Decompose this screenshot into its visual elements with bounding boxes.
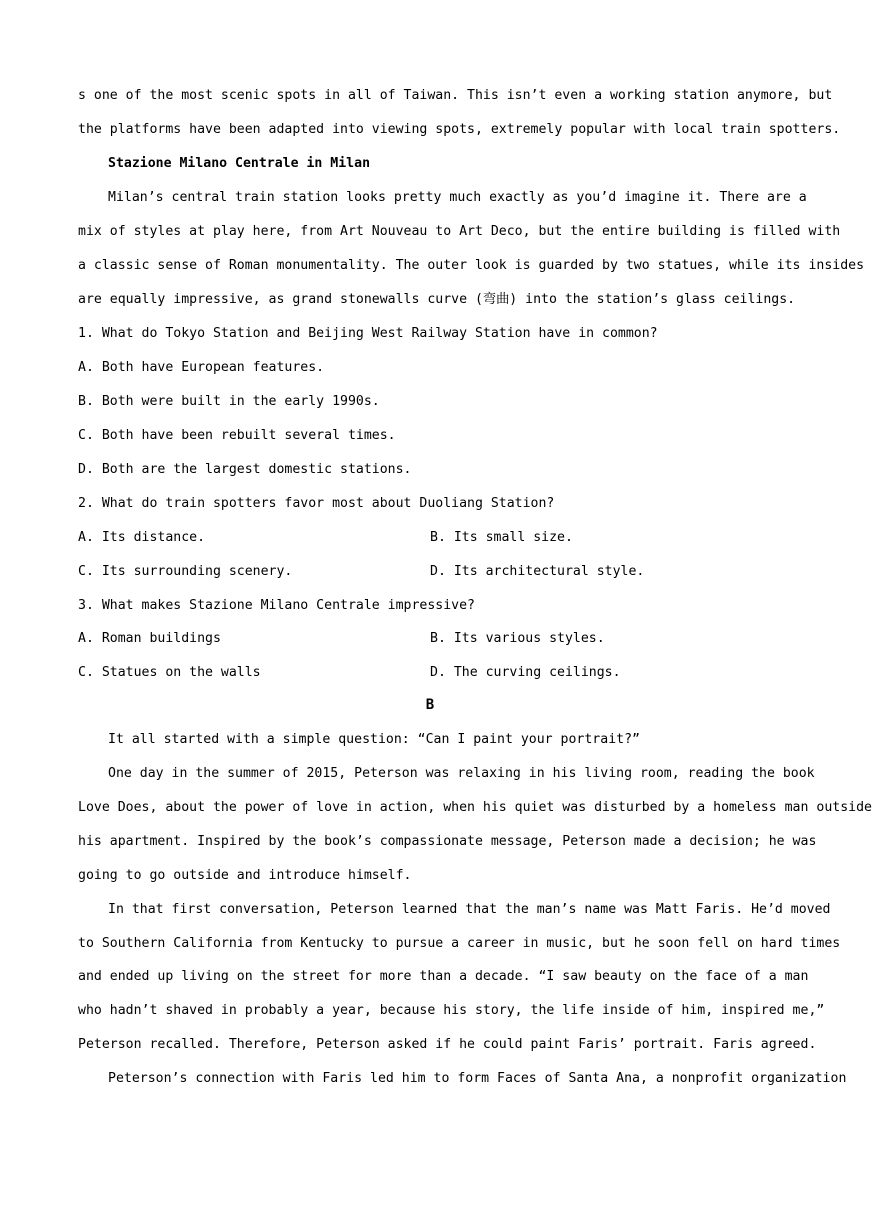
question-stem: 3. What makes Stazione Milano Centrale impressive? [78,598,475,613]
passage-line: Peterson’s connection with Faris led him to form Faces of Santa Ana, a nonprofit organization [108,1071,847,1086]
answer-option: C. Both have been rebuilt several times. [78,428,396,443]
passage-line: and ended up living on the street for more than a decade. “I saw beauty on the face of a man [78,969,809,984]
passage-line: his apartment. Inspired by the book’s compassionate message, Peterson made a decision; he was [78,834,817,849]
passage-line: to Southern California from Kentucky to pursue a career in music, but he soon fell on hard times [78,936,841,951]
section-heading: Stazione Milano Centrale in Milan [108,156,371,171]
passage-line: In that first conversation, Peterson learned that the man’s name was Matt Faris. He’d moved [108,902,831,917]
passage-line: who hadn’t shaved in probably a year, because his story, the life inside of him, inspired me,” [78,1003,825,1018]
section-letter: B [425,697,435,713]
answer-option: A. Roman buildings [78,631,221,646]
answer-option: B. Its various styles. [430,631,605,646]
passage-line: One day in the summer of 2015, Peterson was relaxing in his living room, reading the book [108,766,815,781]
passage-line: It all started with a simple question: “Can I paint your portrait?” [108,732,640,747]
question-stem: 2. What do train spotters favor most about Duoliang Station? [78,496,555,511]
answer-option: A. Both have European features. [78,360,325,375]
answer-option: D. Its architectural style. [430,564,645,579]
answer-option: A. Its distance. [78,530,206,545]
answer-option: C. Its surrounding scenery. [78,564,293,579]
answer-option: B. Both were built in the early 1990s. [78,394,380,409]
passage-line: the platforms have been adapted into viewing spots, extremely popular with local train spotters. [78,122,841,137]
question-stem: 1. What do Tokyo Station and Beijing West Railway Station have in common? [78,326,658,341]
answer-option: B. Its small size. [430,530,573,545]
passage-line: going to go outside and introduce himself. [78,868,412,883]
answer-option: D. The curving ceilings. [430,665,621,680]
passage-line: Peterson recalled. Therefore, Peterson asked if he could paint Faris’ portrait. Faris agreed. [78,1037,817,1052]
passage-line: Milan’s central train station looks pretty much exactly as you’d imagine it. There are a [108,190,807,205]
passage-line: mix of styles at play here, from Art Nouveau to Art Deco, but the entire building is filled with [78,224,841,239]
passage-line: are equally impressive, as grand stonewalls curve (弯曲) into the station’s glass ceilings. [78,292,796,307]
passage-line: Love Does, about the power of love in action, when his quiet was disturbed by a homeless man outside [78,800,872,815]
passage-line: a classic sense of Roman monumentality. The outer look is guarded by two statues, while its insides [78,258,865,273]
passage-line: s one of the most scenic spots in all of Taiwan. This isn’t even a working station anymore, but [78,88,833,103]
answer-option: D. Both are the largest domestic stations. [78,462,412,477]
answer-option: C. Statues on the walls [78,665,261,680]
